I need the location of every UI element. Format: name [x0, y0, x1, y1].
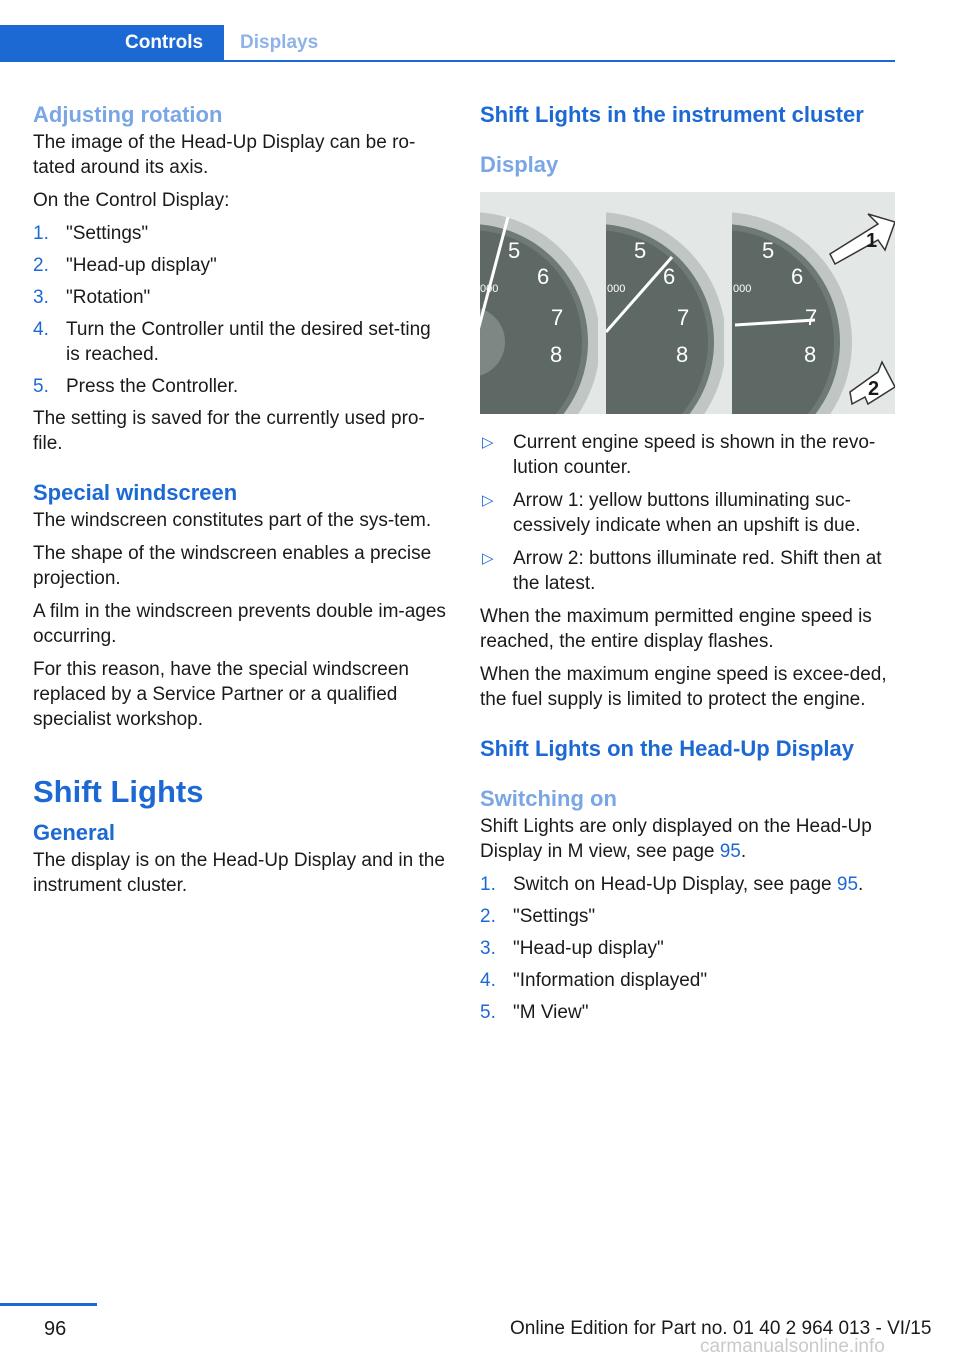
gauge3-number-8: 8	[804, 342, 817, 367]
list-item	[480, 872, 895, 897]
triangle-bullet-icon: ▷	[482, 492, 494, 509]
list-item	[480, 936, 895, 961]
list-item	[33, 374, 448, 399]
general-heading: General	[33, 820, 115, 845]
switching-on-heading: Switching on	[480, 786, 617, 811]
general-paragraph: The display is on the Head-Up Display and in the instrument cluster.	[33, 850, 445, 896]
adjust-paragraph-3: The setting is saved for the currently used pro‐file.	[33, 408, 425, 454]
adjust-steps-list	[33, 221, 448, 399]
step-number: 5.	[33, 376, 49, 397]
windscreen-paragraph-1: The windscreen constitutes part of the sys‐tem.	[33, 510, 432, 531]
gauge1-number-6: 6	[537, 264, 550, 289]
shift-lights-heading: Shift Lights	[33, 774, 204, 809]
step-text: "Rotation"	[66, 287, 151, 308]
windscreen-paragraph-2: The shape of the windscreen enables a precise projection.	[33, 543, 432, 589]
switching-text: Shift Lights are only displayed on the Head-Up Display in M view, see page	[480, 816, 872, 862]
list-item	[33, 221, 448, 246]
display-bullets	[480, 430, 895, 596]
windscreen-paragraph-4: For this reason, have the special windscreen replaced by a Service Partner or a qualified specialist workshop.	[33, 659, 409, 730]
list-item	[480, 546, 895, 596]
step-text: "Information displayed"	[513, 970, 708, 991]
cluster-heading: Shift Lights in the instrument cluster	[480, 102, 864, 127]
gauge2-number-5: 5	[634, 238, 647, 263]
arrow-2-label: 2	[868, 378, 880, 400]
gauge3-number-6: 6	[791, 264, 804, 289]
shift-lights-figure	[480, 192, 895, 414]
list-item	[480, 968, 895, 993]
step-text: Switch on Head-Up Display, see page	[513, 874, 837, 895]
gauge3-number-5: 5	[762, 238, 775, 263]
switch-steps-list	[480, 872, 895, 1025]
tachometer-illustration	[480, 192, 895, 414]
bullet-text: Current engine speed is shown in the revo‐lution counter.	[513, 432, 876, 478]
step-number: 5.	[480, 1002, 496, 1023]
max-speed-paragraph-2: When the maximum engine speed is excee‐ded, the fuel supply is limited to protect the engine.	[480, 664, 887, 710]
page-link[interactable]: 95	[836, 874, 859, 895]
step-number: 3.	[33, 287, 49, 308]
step-text: "Head-up display"	[66, 255, 217, 276]
triangle-bullet-icon: ▷	[482, 434, 494, 451]
step-number: 2.	[480, 906, 496, 927]
switching-on-paragraph	[480, 814, 895, 864]
step-text: Press the Controller.	[66, 376, 239, 397]
gauge2-number-7: 7	[677, 305, 690, 330]
adjusting-rotation-heading: Adjusting rotation	[33, 102, 223, 127]
gauge2-number-6: 6	[663, 264, 676, 289]
list-item	[33, 285, 448, 310]
switching-text-end: .	[740, 841, 747, 862]
bullet-text: Arrow 2: buttons illuminate red. Shift then at the latest.	[513, 548, 882, 594]
step-number: 1.	[480, 874, 496, 895]
step-text: "M View"	[513, 1002, 589, 1023]
step-text: "Settings"	[66, 223, 149, 244]
bullet-text: Arrow 1: yellow buttons illuminating suc‐cessively indicate when an upshift is due.	[513, 490, 861, 536]
list-item	[480, 904, 895, 929]
adjust-paragraph-2: On the Control Display:	[33, 190, 230, 211]
gauge1-number-8: 8	[550, 342, 563, 367]
list-item	[480, 488, 895, 538]
special-windscreen-heading: Special windscreen	[33, 480, 238, 505]
tab-displays[interactable]: Displays	[240, 32, 319, 53]
max-speed-paragraph-1: When the maximum permitted engine speed is reached, the entire display flashes.	[480, 606, 872, 652]
step-number: 1.	[33, 223, 49, 244]
arrow-1-label: 1	[866, 230, 878, 252]
hud-heading: Shift Lights on the Head-Up Display	[480, 736, 855, 761]
step-number: 4.	[480, 970, 496, 991]
gauge2-number-8: 8	[676, 342, 689, 367]
step-number: 3.	[480, 938, 496, 959]
list-item	[33, 317, 448, 367]
gauge3-partial-label: 000	[733, 283, 752, 295]
tab-controls[interactable]: Controls	[0, 25, 224, 60]
gauge1-partial-label: 000	[480, 283, 499, 295]
step-number: 4.	[33, 319, 49, 340]
step-text: Turn the Controller until the desired set‐ting is reached.	[66, 319, 431, 365]
windscreen-paragraph-3: A film in the windscreen prevents double im‐ages occurring.	[33, 601, 446, 647]
edition-text: Online Edition for Part no. 01 40 2 964 013 - VI/15	[510, 1318, 932, 1339]
header-tabbar	[0, 25, 895, 62]
display-heading: Display	[480, 152, 559, 177]
footer-accent-line	[0, 1303, 97, 1306]
left-column	[33, 100, 448, 906]
gauge1-number-7: 7	[551, 305, 564, 330]
right-column	[480, 100, 895, 1032]
step-text: "Settings"	[513, 906, 596, 927]
list-item	[480, 430, 895, 480]
page-number: 96	[44, 1318, 67, 1340]
gauge2-partial-label: 000	[607, 283, 626, 295]
list-item	[33, 253, 448, 278]
page-link[interactable]: 95	[719, 841, 741, 862]
watermark: carmanualsonline.info	[700, 1336, 885, 1357]
gauge3-number-7: 7	[805, 305, 818, 330]
step-text-end: .	[858, 874, 864, 895]
step-number: 2.	[33, 255, 49, 276]
list-item	[480, 1000, 895, 1025]
step-text: "Head-up display"	[513, 938, 664, 959]
gauge1-number-5: 5	[508, 238, 521, 263]
adjust-paragraph-1: The image of the Head-Up Display can be ro‐tated around its axis.	[33, 132, 416, 178]
triangle-bullet-icon: ▷	[482, 550, 494, 567]
